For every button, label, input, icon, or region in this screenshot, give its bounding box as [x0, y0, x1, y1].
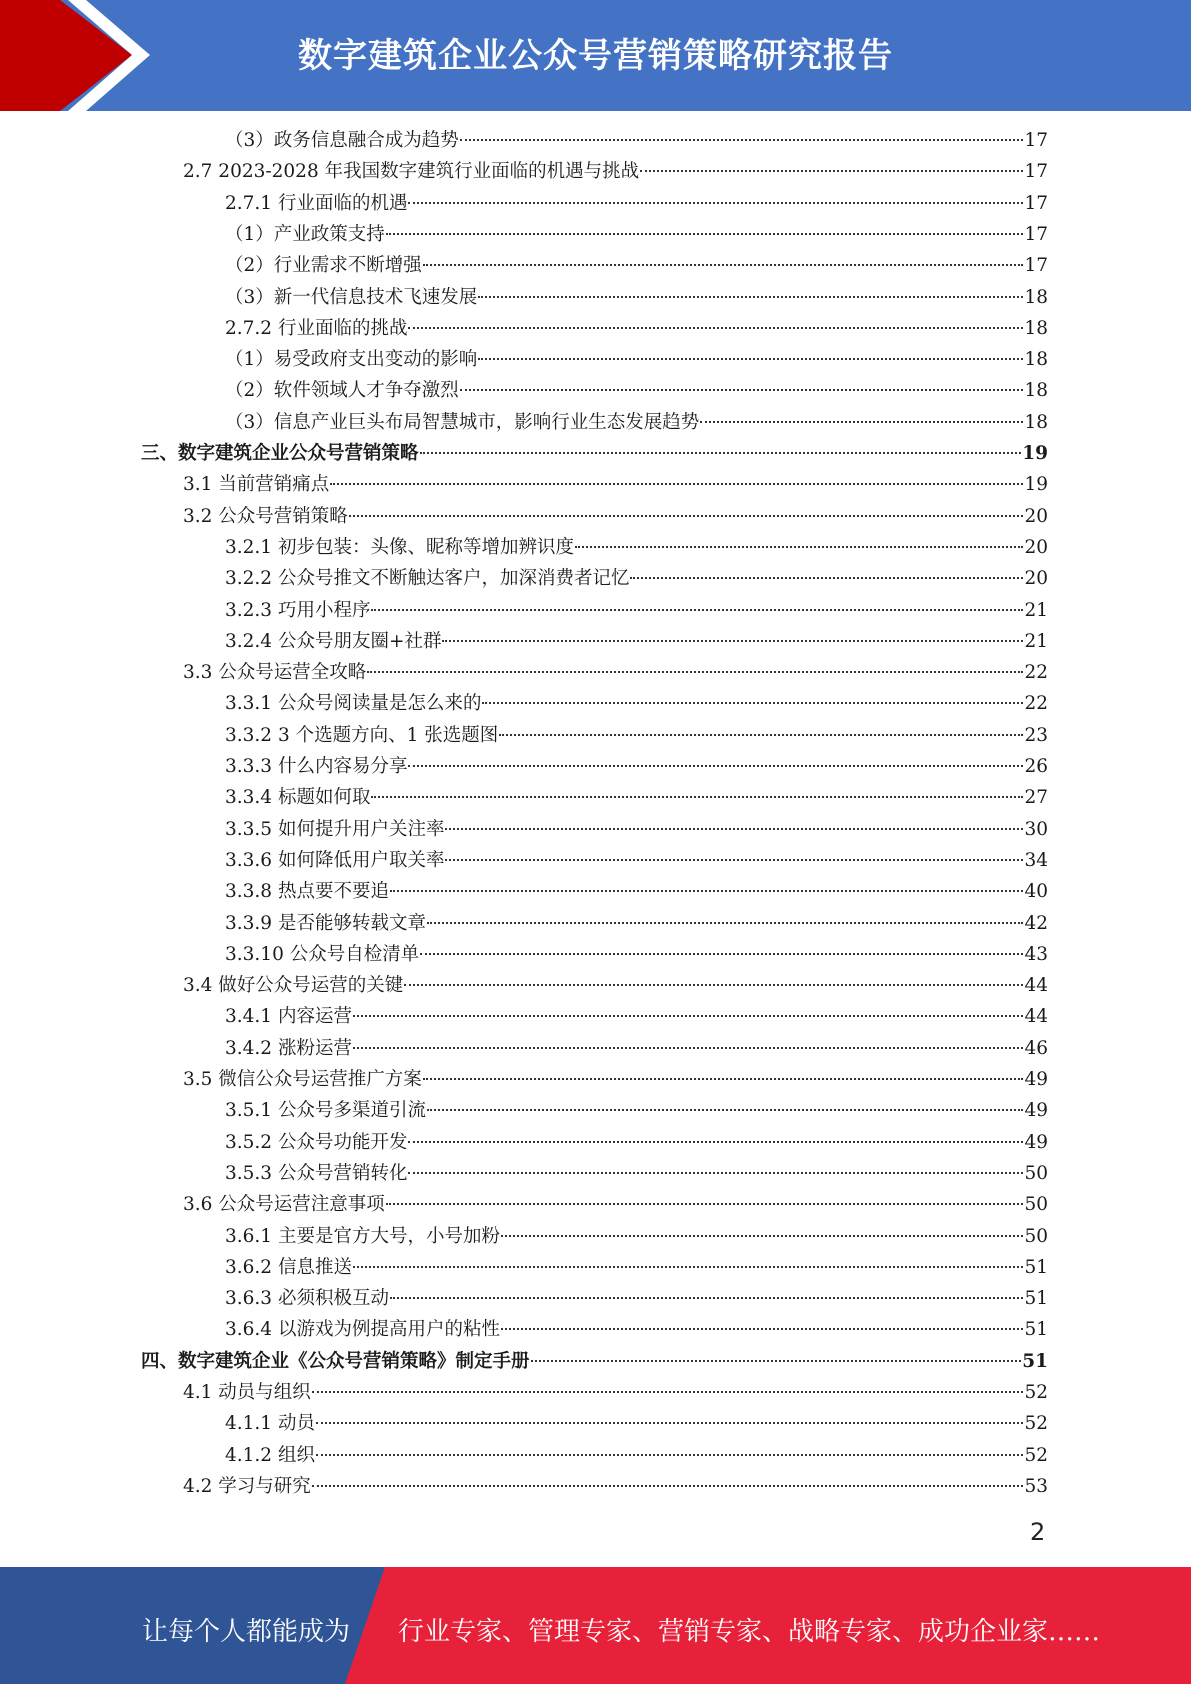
toc-dot-leader	[312, 1391, 1024, 1393]
toc-dot-leader	[316, 1422, 1024, 1424]
toc-entry-page: 18	[1024, 349, 1048, 371]
toc-entry[interactable]	[225, 847, 1048, 875]
toc-entry-title: 3.6 公众号运营注意事项	[183, 1194, 385, 1216]
toc-entry-page: 27	[1024, 787, 1048, 809]
page-number: 2	[1030, 1518, 1046, 1546]
toc-entry-page: 17	[1024, 192, 1048, 214]
toc-entry[interactable]	[225, 1223, 1048, 1251]
toc-entry-title: 4.1.2 组织	[225, 1444, 315, 1466]
toc-dot-leader	[630, 577, 1023, 579]
toc-entry[interactable]	[225, 284, 1048, 312]
report-title: 数字建筑企业公众号营销策略研究报告	[298, 36, 893, 76]
toc-entry-page: 51	[1024, 1288, 1048, 1310]
toc-entry-title: （2）软件领域人才争夺激烈	[225, 380, 459, 402]
toc-entry-page: 34	[1024, 849, 1048, 871]
toc-dot-leader	[478, 296, 1023, 298]
toc-entry-page: 18	[1024, 380, 1048, 402]
toc-entry[interactable]	[225, 597, 1048, 625]
toc-dot-leader	[330, 483, 1023, 485]
toc-entry[interactable]	[225, 1097, 1048, 1125]
toc-dot-leader	[371, 796, 1023, 798]
toc-entry-page: 51	[1024, 1319, 1048, 1341]
toc-entry-title: 4.2 学习与研究	[183, 1475, 311, 1497]
toc-entry-page: 20	[1024, 505, 1048, 527]
toc-entry-page: 46	[1024, 1037, 1048, 1059]
toc-entry-page: 40	[1024, 881, 1048, 903]
toc-entry[interactable]	[225, 127, 1048, 155]
toc-chapter-entry[interactable]	[141, 1348, 1048, 1376]
toc-dot-leader	[408, 202, 1023, 204]
toc-entry-title: 四、数字建筑企业《公众号营销策略》制定手册	[141, 1350, 530, 1372]
toc-entry[interactable]	[225, 816, 1048, 844]
toc-entry-page: 18	[1024, 317, 1048, 339]
toc-dot-leader	[367, 671, 1023, 673]
toc-entry[interactable]	[225, 784, 1048, 812]
toc-entry[interactable]	[225, 753, 1048, 781]
toc-entry-title: 2.7.1 行业面临的机遇	[225, 192, 408, 214]
footer-slogan-right: 行业专家、管理专家、营销专家、战略专家、成功企业家……	[398, 1617, 1101, 1647]
toc-dot-leader	[353, 1015, 1024, 1017]
toc-entry-title: 3.6.3 必须积极互动	[225, 1288, 389, 1310]
toc-dot-leader	[408, 327, 1023, 329]
toc-dot-leader	[499, 734, 1023, 736]
toc-entry[interactable]	[183, 503, 1048, 531]
toc-dot-leader	[423, 1078, 1024, 1080]
toc-entry[interactable]	[183, 471, 1048, 499]
toc-entry-title: 3.3.9 是否能够转载文章	[225, 912, 426, 934]
toc-entry-page: 53	[1024, 1475, 1048, 1497]
toc-entry-title: 3.3.4 标题如何取	[225, 787, 371, 809]
toc-entry-page: 52	[1024, 1413, 1048, 1435]
toc-entry-page: 22	[1024, 662, 1048, 684]
toc-entry-page: 49	[1024, 1069, 1048, 1090]
toc-entry-page: 23	[1024, 724, 1048, 746]
toc-entry[interactable]	[225, 1316, 1048, 1344]
toc-entry[interactable]	[183, 1066, 1048, 1094]
toc-entry-title: 4.1.1 动员	[225, 1413, 315, 1435]
toc-entry-title: 3.3.1 公众号阅读量是怎么来的	[225, 693, 482, 715]
toc-dot-leader	[460, 389, 1024, 391]
toc-entry[interactable]	[225, 910, 1048, 938]
toc-dot-leader	[390, 890, 1023, 892]
toc-entry-page: 21	[1024, 630, 1048, 652]
toc-dot-leader	[353, 1047, 1024, 1049]
toc-dot-leader	[423, 264, 1024, 266]
toc-entry-page: 49	[1024, 1131, 1048, 1153]
toc-dot-leader	[312, 1485, 1024, 1487]
toc-entry-page: 30	[1024, 818, 1048, 840]
toc-entry-page: 26	[1024, 756, 1048, 777]
toc-dot-leader	[501, 1235, 1023, 1237]
toc-dot-leader	[386, 233, 1024, 235]
toc-entry-title: 3.4.1 内容运营	[225, 1006, 352, 1028]
toc-dot-leader	[700, 421, 1023, 423]
toc-dot-leader	[575, 546, 1023, 548]
toc-entry-page: 43	[1024, 943, 1048, 965]
footer-slogan-left: 让每个人都能成为	[142, 1617, 351, 1647]
toc-entry-title: 3.3.5 如何提升用户关注率	[225, 818, 445, 840]
toc-entry[interactable]	[225, 190, 1048, 218]
toc-entry-title: （1）产业政策支持	[225, 223, 385, 245]
toc-dot-leader	[420, 452, 1022, 454]
toc-entry-page: 50	[1024, 1225, 1048, 1247]
toc-entry-title: 3.2.1 初步包装：头像、昵称等增加辨识度	[225, 536, 574, 558]
toc-entry-title: 三、数字建筑企业公众号营销策略	[141, 443, 419, 464]
toc-entry-page: 17	[1024, 161, 1048, 183]
toc-dot-leader	[531, 1360, 1022, 1362]
toc-dot-leader	[404, 984, 1023, 986]
toc-entry[interactable]	[225, 377, 1048, 405]
toc-entry[interactable]	[225, 252, 1048, 280]
toc-dot-leader	[482, 702, 1023, 704]
toc-dot-leader	[445, 828, 1023, 830]
toc-dot-leader	[408, 1172, 1023, 1174]
toc-entry-page: 44	[1024, 975, 1048, 997]
toc-entry-title: 3.2.2 公众号推文不断触达客户，加深消费者记忆	[225, 568, 630, 590]
toc-entry-page: 22	[1024, 693, 1048, 715]
toc-dot-leader	[386, 1203, 1024, 1205]
toc-dot-leader	[349, 515, 1024, 517]
toc-entry[interactable]	[225, 409, 1048, 437]
toc-entry-title: 3.6.4 以游戏为例提高用户的粘性	[225, 1319, 500, 1341]
toc-dot-leader	[442, 640, 1023, 642]
toc-entry[interactable]	[225, 346, 1048, 374]
toc-entry-page: 17	[1024, 255, 1048, 277]
toc-entry[interactable]	[225, 1285, 1048, 1313]
toc-entry-title: （3）政务信息融合成为趋势	[225, 130, 459, 151]
toc-dot-leader	[427, 922, 1023, 924]
toc-dot-leader	[640, 170, 1023, 172]
toc-entry-title: 3.2 公众号营销策略	[183, 505, 348, 527]
toc-entry-title: 3.3.8 热点要不要追	[225, 881, 389, 903]
toc-entry-title: 3.3.2 3 个选题方向、1 张选题图	[225, 724, 499, 746]
toc-entry-title: 3.4 做好公众号运营的关键	[183, 975, 404, 997]
toc-dot-leader	[390, 1297, 1023, 1299]
toc-entry-title: 3.3 公众号运营全攻略	[183, 662, 367, 684]
toc-entry-page: 17	[1024, 223, 1048, 245]
toc-entry[interactable]	[183, 659, 1048, 687]
toc-entry[interactable]	[225, 534, 1048, 562]
toc-entry-title: （3）新一代信息技术飞速发展	[225, 286, 478, 308]
toc-entry-title: （1）易受政府支出变动的影响	[225, 349, 478, 371]
toc-entry[interactable]	[225, 1003, 1048, 1031]
toc-entry[interactable]	[225, 565, 1048, 593]
toc-dot-leader	[316, 1454, 1024, 1456]
toc-dot-leader	[427, 1109, 1023, 1111]
toc-entry-title: 3.6.1 主要是官方大号，小号加粉	[225, 1225, 500, 1247]
toc-dot-leader	[420, 953, 1023, 955]
toc-entry[interactable]	[183, 1473, 1048, 1501]
toc-dot-leader	[460, 139, 1024, 141]
toc-entry[interactable]	[225, 1129, 1048, 1157]
toc-entry-title: 3.4.2 涨粉运营	[225, 1037, 352, 1059]
toc-entry[interactable]	[225, 1442, 1048, 1470]
page-header	[0, 0, 1191, 111]
toc-dot-leader	[408, 1141, 1023, 1143]
toc-entry-title: 3.3.10 公众号自检清单	[225, 943, 420, 965]
toc-entry-title: 2.7 2023-2028 年我国数字建筑行业面临的机遇与挑战	[183, 161, 640, 183]
toc-entry-page: 19	[1024, 474, 1048, 496]
toc-entry[interactable]	[183, 158, 1048, 186]
toc-entry-title: 3.5.1 公众号多渠道引流	[225, 1100, 426, 1122]
toc-entry[interactable]	[225, 1254, 1048, 1282]
toc-dot-leader	[408, 765, 1023, 767]
toc-entry-title: 4.1 动员与组织	[183, 1382, 311, 1403]
toc-entry-title: 3.2.3 巧用小程序	[225, 599, 371, 621]
toc-entry-title: 2.7.2 行业面临的挑战	[225, 317, 408, 339]
toc-entry-page: 20	[1024, 568, 1048, 590]
toc-entry-page: 52	[1024, 1444, 1048, 1466]
toc-dot-leader	[445, 859, 1023, 861]
toc-entry[interactable]	[225, 221, 1048, 249]
toc-entry-page: 18	[1024, 286, 1048, 308]
toc-entry-page: 17	[1024, 130, 1048, 151]
toc-entry-page: 52	[1024, 1382, 1048, 1403]
toc-entry-page: 20	[1024, 536, 1048, 558]
toc-dot-leader	[371, 609, 1023, 611]
toc-entry[interactable]	[225, 315, 1048, 343]
toc-entry-title: 3.3.3 什么内容易分享	[225, 756, 408, 777]
toc-entry-page: 21	[1024, 599, 1048, 621]
toc-entry[interactable]	[183, 972, 1048, 1000]
toc-entry-page: 51	[1024, 1256, 1048, 1278]
toc-entry-page: 19	[1022, 443, 1048, 464]
toc-entry-page: 50	[1024, 1194, 1048, 1216]
toc-entry[interactable]	[225, 878, 1048, 906]
toc-entry-title: 3.6.2 信息推送	[225, 1256, 352, 1278]
toc-entry-title: 3.1 当前营销痛点	[183, 474, 330, 496]
toc-entry-page: 42	[1024, 912, 1048, 934]
toc-entry-title: 3.2.4 公众号朋友圈+社群	[225, 630, 442, 652]
toc-entry-page: 49	[1024, 1100, 1048, 1122]
toc-entry[interactable]	[225, 1035, 1048, 1063]
toc-entry-page: 44	[1024, 1006, 1048, 1028]
toc-chapter-entry[interactable]	[141, 440, 1048, 468]
toc-entry-title: 3.5.2 公众号功能开发	[225, 1131, 408, 1153]
toc-entry-title: 3.3.6 如何降低用户取关率	[225, 849, 445, 871]
toc-entry[interactable]	[183, 1191, 1048, 1219]
toc-dot-leader	[353, 1266, 1024, 1268]
toc-dot-leader	[501, 1328, 1023, 1330]
toc-entry-page: 51	[1022, 1350, 1048, 1372]
toc-entry-title: 3.5.3 公众号营销转化	[225, 1162, 408, 1184]
page-footer	[0, 1567, 1191, 1684]
toc-dot-leader	[478, 358, 1023, 360]
toc-entry[interactable]	[225, 941, 1048, 969]
toc-entry[interactable]	[225, 722, 1048, 750]
toc-entry-title: （2）行业需求不断增强	[225, 255, 422, 277]
toc-entry[interactable]	[225, 690, 1048, 718]
toc-entry[interactable]	[183, 1379, 1048, 1407]
toc-entry[interactable]	[225, 1410, 1048, 1438]
toc-entry[interactable]	[225, 628, 1048, 656]
toc-entry[interactable]	[225, 1160, 1048, 1188]
toc-entry-page: 18	[1024, 411, 1048, 433]
toc-entry-title: （3）信息产业巨头布局智慧城市，影响行业生态发展趋势	[225, 411, 700, 433]
toc-entry-page: 50	[1024, 1162, 1048, 1184]
toc-entry-title: 3.5 微信公众号运营推广方案	[183, 1069, 422, 1090]
